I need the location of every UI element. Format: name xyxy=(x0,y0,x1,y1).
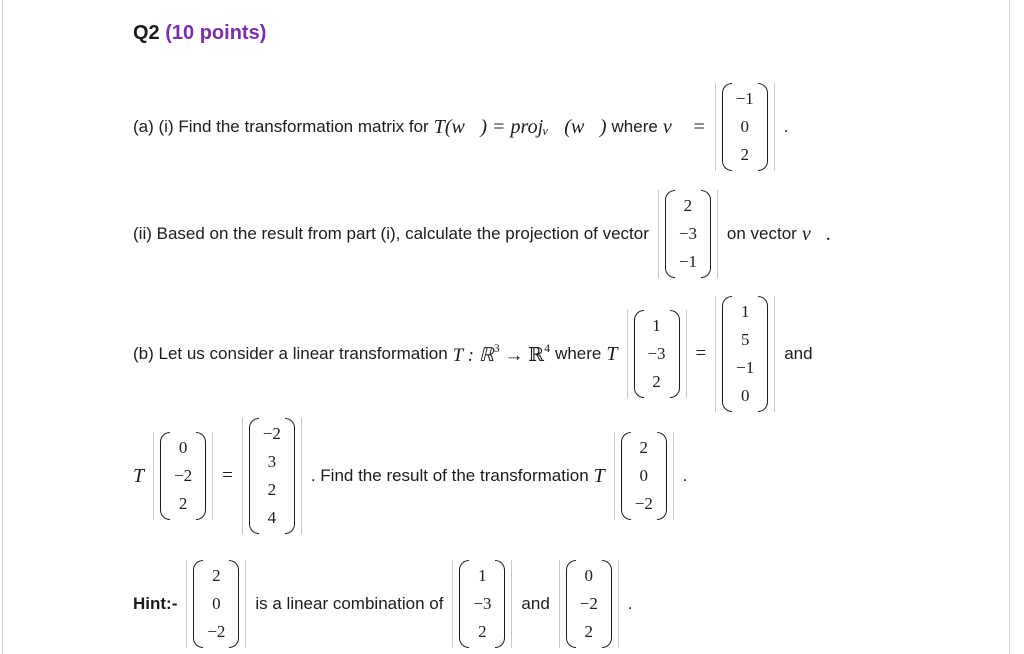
matrix-entry: 1 xyxy=(478,566,487,585)
part-a-ii-text-after: on vector xyxy=(726,224,797,243)
matrix-entry: 2 xyxy=(267,480,277,499)
matrix-entry: −3 xyxy=(647,344,666,363)
part-b-and: and xyxy=(784,344,813,363)
hint-target-vector xyxy=(180,560,252,648)
right-edge-line xyxy=(1009,0,1010,654)
part-b-continued xyxy=(133,418,688,534)
matrix-entry: 2 xyxy=(652,372,661,391)
matrix-entry: −2 xyxy=(579,594,598,613)
matrix-entry: 0 xyxy=(639,466,649,485)
matrix-entry: 0 xyxy=(178,438,188,457)
matrix-entry: −2 xyxy=(174,466,193,485)
hint-and: and xyxy=(521,594,550,613)
matrix-entry: 2 xyxy=(178,494,188,513)
left-edge-line xyxy=(2,0,3,654)
matrix-entry: −1 xyxy=(735,89,754,108)
equals-sign: = xyxy=(695,343,707,364)
matrix-entry: 3 xyxy=(267,452,277,471)
target-vector xyxy=(608,432,680,520)
matrix-entry: 0 xyxy=(740,386,750,405)
matrix-entry: −3 xyxy=(473,594,492,613)
matrix-entry: −2 xyxy=(634,494,653,513)
part-a-i-where: where xyxy=(611,117,658,136)
vector-a-ii xyxy=(652,190,724,278)
matrix-entry: 1 xyxy=(740,302,750,321)
matrix-entry: 2 xyxy=(584,622,594,641)
matrix-entry: 2 xyxy=(683,196,693,215)
question-points: (10 points) xyxy=(165,22,267,44)
hint xyxy=(133,560,633,648)
equals-sign: = xyxy=(222,465,233,486)
matrix-entry: 2 xyxy=(740,145,750,164)
image-vector-2 xyxy=(236,418,308,534)
matrix-entry: 2 xyxy=(478,622,487,641)
hint-vector-2 xyxy=(553,560,625,648)
hint-vector-1 xyxy=(446,560,518,648)
image-vector-1 xyxy=(709,296,781,412)
question-number: Q2 xyxy=(133,22,160,44)
question-heading xyxy=(133,22,266,45)
part-b xyxy=(133,296,813,412)
part-b-text: (b) Let us consider a linear transformation xyxy=(133,344,448,363)
vector-b1 xyxy=(621,310,693,398)
part-a-ii xyxy=(133,190,831,278)
matrix-entry: −1 xyxy=(678,252,697,271)
find-text: . Find the result of the transformation xyxy=(310,466,589,485)
vector-v xyxy=(709,83,781,171)
vector-v-label: v⃗ = xyxy=(662,115,706,138)
matrix-entry: 0 xyxy=(584,566,594,585)
vector-b2 xyxy=(147,432,219,520)
matrix-entry: 0 xyxy=(212,594,221,613)
hint-text: is a linear combination of xyxy=(255,594,444,613)
vector-v-ref: v⃗. xyxy=(801,222,832,245)
part-a-i-formula: T(w⃗) = projᵥ⃗(w⃗) xyxy=(433,115,607,138)
matrix-entry: −2 xyxy=(262,424,281,443)
transformation-T: T xyxy=(133,464,145,487)
transformation-T: T xyxy=(593,464,605,487)
matrix-entry: 1 xyxy=(652,316,661,335)
period: . xyxy=(627,594,633,613)
matrix-entry: 0 xyxy=(740,117,750,136)
hint-label: Hint:- xyxy=(133,594,178,613)
part-a-i-text: (a) (i) Find the transformation matrix for xyxy=(133,117,429,136)
part-a-i xyxy=(133,83,789,171)
period: . xyxy=(783,117,789,136)
transformation-T: T xyxy=(606,342,618,365)
matrix-entry: 4 xyxy=(267,508,277,527)
part-a-ii-text: (ii) Based on the result from part (i), calculate the projection of vector xyxy=(133,224,649,243)
matrix-entry: −1 xyxy=(736,358,755,377)
matrix-entry: 2 xyxy=(212,566,221,585)
map-domain: T : ℝ$^3$ → ℝ$^4$ xyxy=(452,341,551,366)
matrix-entry: −3 xyxy=(678,224,697,243)
period: . xyxy=(682,466,688,485)
part-b-where: where xyxy=(555,344,602,363)
matrix-entry: 2 xyxy=(639,438,649,457)
matrix-entry: −2 xyxy=(207,622,226,641)
matrix-entry: 5 xyxy=(740,330,750,349)
